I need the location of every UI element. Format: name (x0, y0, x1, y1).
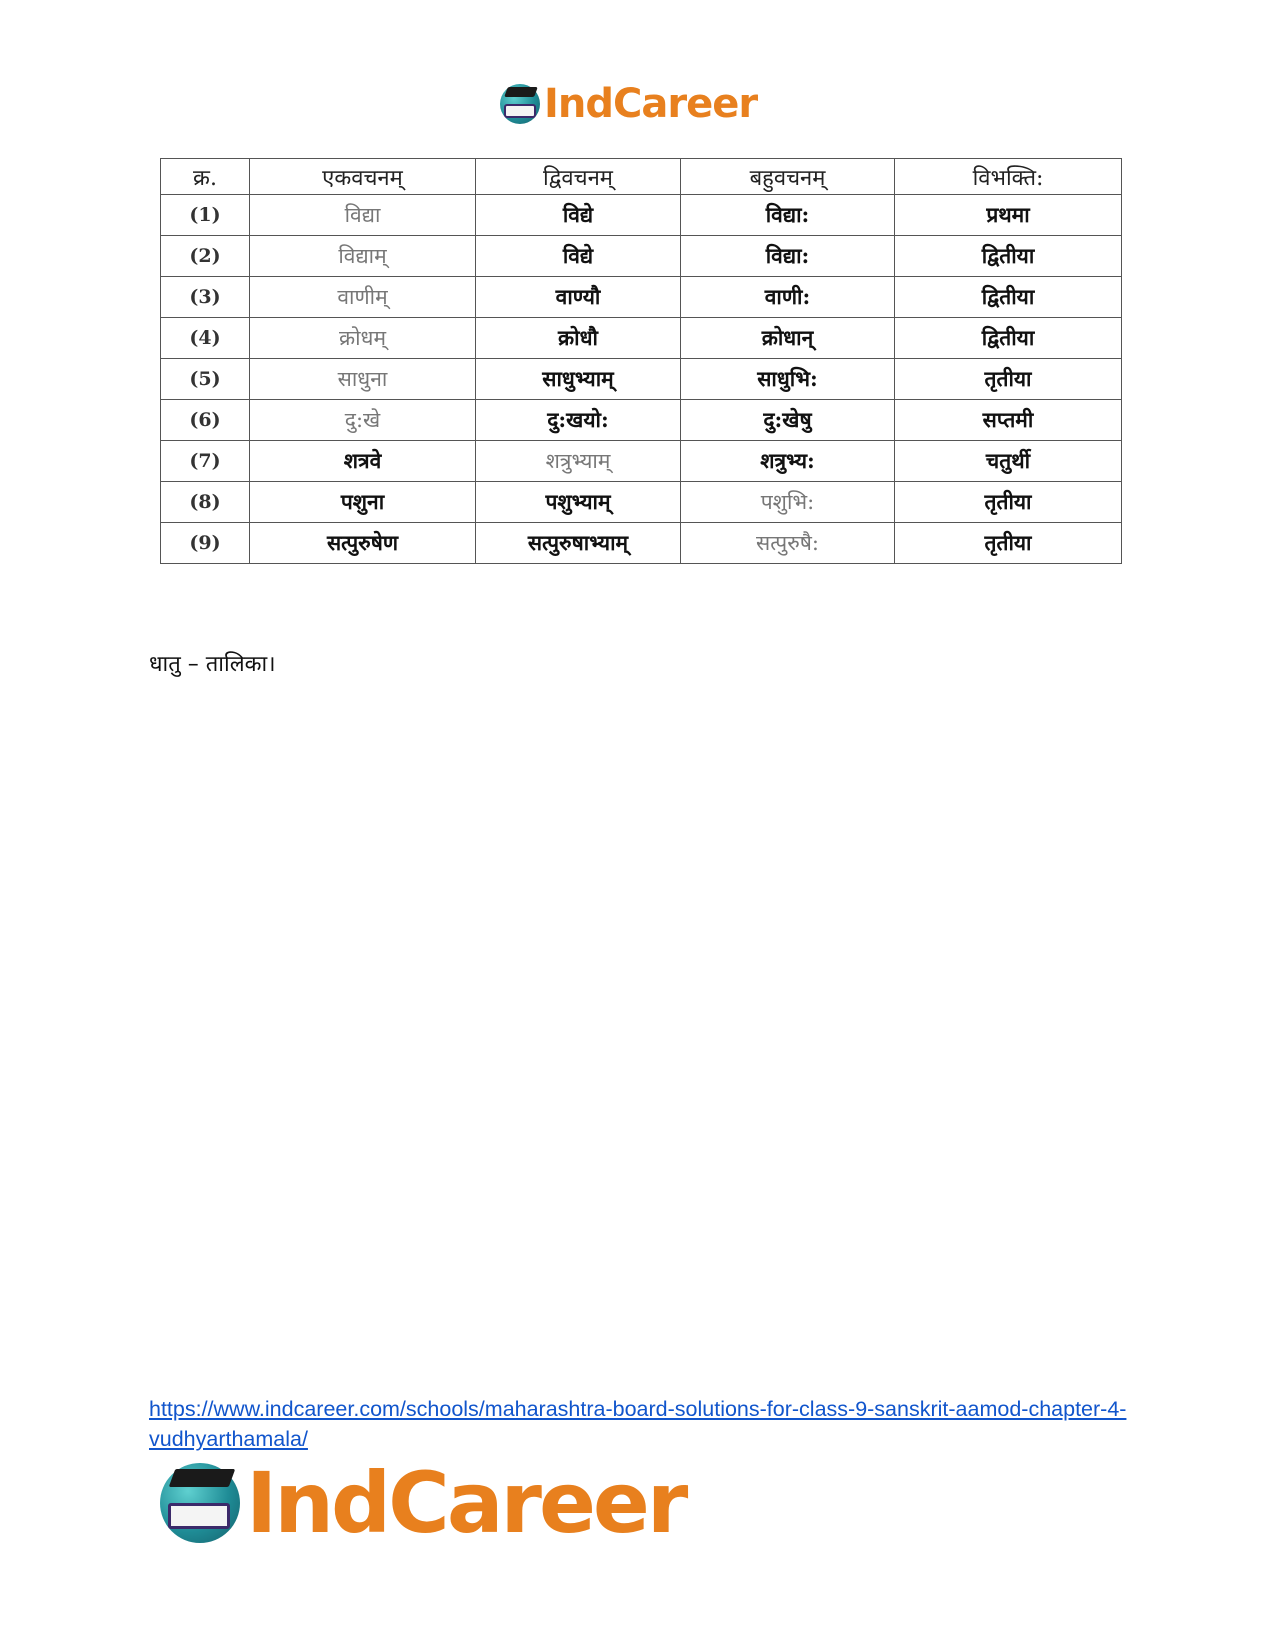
row-number: (2) (161, 236, 250, 277)
declension-table-wrapper (160, 158, 1121, 564)
table-row (161, 523, 1122, 564)
declension-table (160, 158, 1122, 564)
source-link[interactable]: https://www.indcareer.com/schools/maharashtra-board-solutions-for-class-9-sanskrit-aamod-chapter-4-vudhyarthamala/ (149, 1397, 1127, 1451)
header-dual: द्विवचनम् (476, 159, 681, 195)
plural-cell: क्रोधान् (681, 318, 895, 359)
plural-cell: वाणी: (681, 277, 895, 318)
header-singular: एकवचनम् (250, 159, 476, 195)
case-cell: प्रथमा (895, 195, 1122, 236)
case-cell: द्वितीया (895, 236, 1122, 277)
table-row (161, 359, 1122, 400)
footer-logo (160, 1454, 700, 1552)
dual-cell: वाण्यौ (476, 277, 681, 318)
plural-cell: साधुभि: (681, 359, 895, 400)
row-number: (9) (161, 523, 250, 564)
singular-cell: वाणीम् (250, 277, 476, 318)
row-number: (3) (161, 277, 250, 318)
singular-cell: दु:खे (250, 400, 476, 441)
dual-cell: साधुभ्याम् (476, 359, 681, 400)
table-row (161, 195, 1122, 236)
singular-cell: शत्रवे (250, 441, 476, 482)
case-cell: तृतीया (895, 482, 1122, 523)
table-row (161, 318, 1122, 359)
row-number: (8) (161, 482, 250, 523)
dual-cell: शत्रुभ्याम् (476, 441, 681, 482)
row-number: (6) (161, 400, 250, 441)
dual-cell: विद्ये (476, 195, 681, 236)
row-number: (4) (161, 318, 250, 359)
plural-cell: पशुभि: (681, 482, 895, 523)
singular-cell: विद्या (250, 195, 476, 236)
header-serial: क्र. (161, 159, 250, 195)
row-number: (7) (161, 441, 250, 482)
row-number: (5) (161, 359, 250, 400)
plural-cell: शत्रुभ्य: (681, 441, 895, 482)
singular-cell: साधुना (250, 359, 476, 400)
singular-cell: सत्पुरुषेण (250, 523, 476, 564)
header-plural: बहुवचनम् (681, 159, 895, 195)
case-cell: तृतीया (895, 359, 1122, 400)
case-cell: तृतीया (895, 523, 1122, 564)
caption-text: धातु – तालिका। (149, 652, 276, 677)
table-row (161, 236, 1122, 277)
logo-globe-icon (160, 1463, 240, 1543)
plural-cell: विद्या: (681, 195, 895, 236)
table-row (161, 277, 1122, 318)
table-row (161, 482, 1122, 523)
dual-cell: सत्पुरुषाभ्याम् (476, 523, 681, 564)
footer-logo-text: IndCareer (246, 1454, 686, 1552)
table-row (161, 441, 1122, 482)
header-logo-text: IndCareer (544, 81, 758, 127)
case-cell: सप्तमी (895, 400, 1122, 441)
case-cell: द्वितीया (895, 277, 1122, 318)
row-number: (1) (161, 195, 250, 236)
dual-cell: पशुभ्याम् (476, 482, 681, 523)
singular-cell: पशुना (250, 482, 476, 523)
plural-cell: सत्पुरुषै: (681, 523, 895, 564)
plural-cell: दु:खेषु (681, 400, 895, 441)
plural-cell: विद्या: (681, 236, 895, 277)
case-cell: चतुर्थी (895, 441, 1122, 482)
singular-cell: क्रोधम् (250, 318, 476, 359)
table-header-row (161, 159, 1122, 195)
header-case: विभक्ति: (895, 159, 1122, 195)
dual-cell: क्रोधौ (476, 318, 681, 359)
logo-globe-icon (500, 84, 540, 124)
singular-cell: विद्याम् (250, 236, 476, 277)
dual-cell: दु:खयो: (476, 400, 681, 441)
dual-cell: विद्ये (476, 236, 681, 277)
table-row (161, 400, 1122, 441)
header-logo (500, 78, 780, 130)
case-cell: द्वितीया (895, 318, 1122, 359)
